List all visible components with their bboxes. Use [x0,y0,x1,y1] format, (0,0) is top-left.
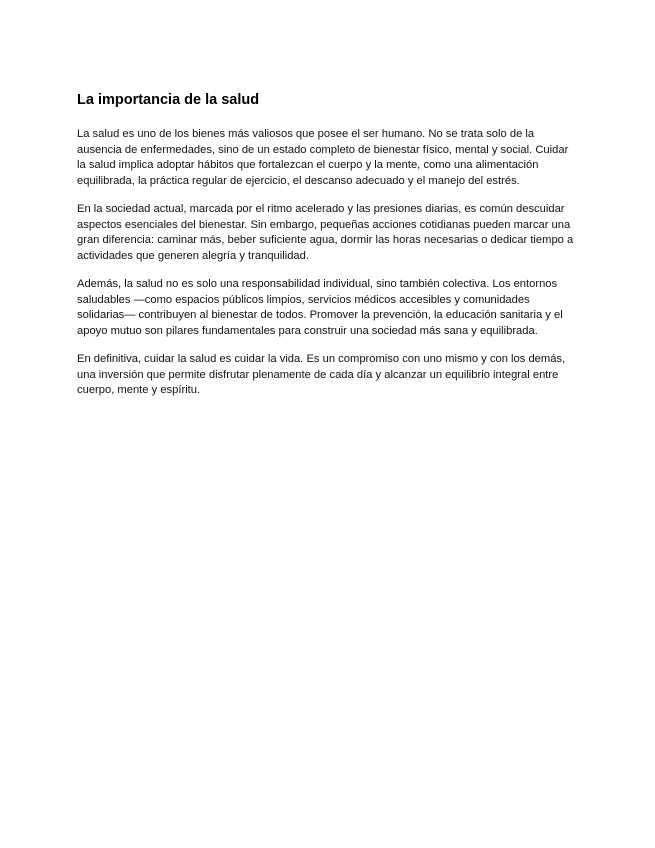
paragraph-daily-habits: En la sociedad actual, marcada por el ritmo acelerado y las presiones diarias, es común descuidar aspectos esenciales del bienestar. Sin embargo, pequeñas acciones cotidianas pueden marcar una gran diferencia: caminar más, beber suficiente agua, dormir las horas necesarias o dedicar tiempo a actividades que generen alegría y tranquilidad. [77,203,574,262]
document-body [77,91,577,412]
paragraph-conclusion: En definitiva, cuidar la salud es cuidar la vida. Es un compromiso con uno mismo y con los demás, una inversión que permite disfrutar plenamente de cada día y alcanzar un equilibrio integral entre cuerpo, mente y espíritu. [77,353,566,396]
document-title: La importancia de la salud [77,92,260,108]
paragraph-intro: La salud es uno de los bienes más valiosos que posee el ser humano. No se trata solo de la ausencia de enfermedades, sino de un estado completo de bienestar físico, mental y social. Cuidar la salud implica adoptar hábitos que fortalezcan el cuerpo y la mente, como una alimentación equilibrada, la práctica regular de ejercicio, el descanso adecuado y el manejo del estrés. [77,128,569,187]
paragraph-collective-health: Además, la salud no es solo una responsabilidad individual, sino también colectiva. Los entornos saludables —como espacios públicos limpios, servicios médicos accesibles y comunidades solidarias— contribuyen al bienestar de todos. Promover la prevención, la educación sanitaria y el apoyo mutuo son pilares fundamentales para construir una sociedad más sana y equilibrada. [77,278,563,337]
